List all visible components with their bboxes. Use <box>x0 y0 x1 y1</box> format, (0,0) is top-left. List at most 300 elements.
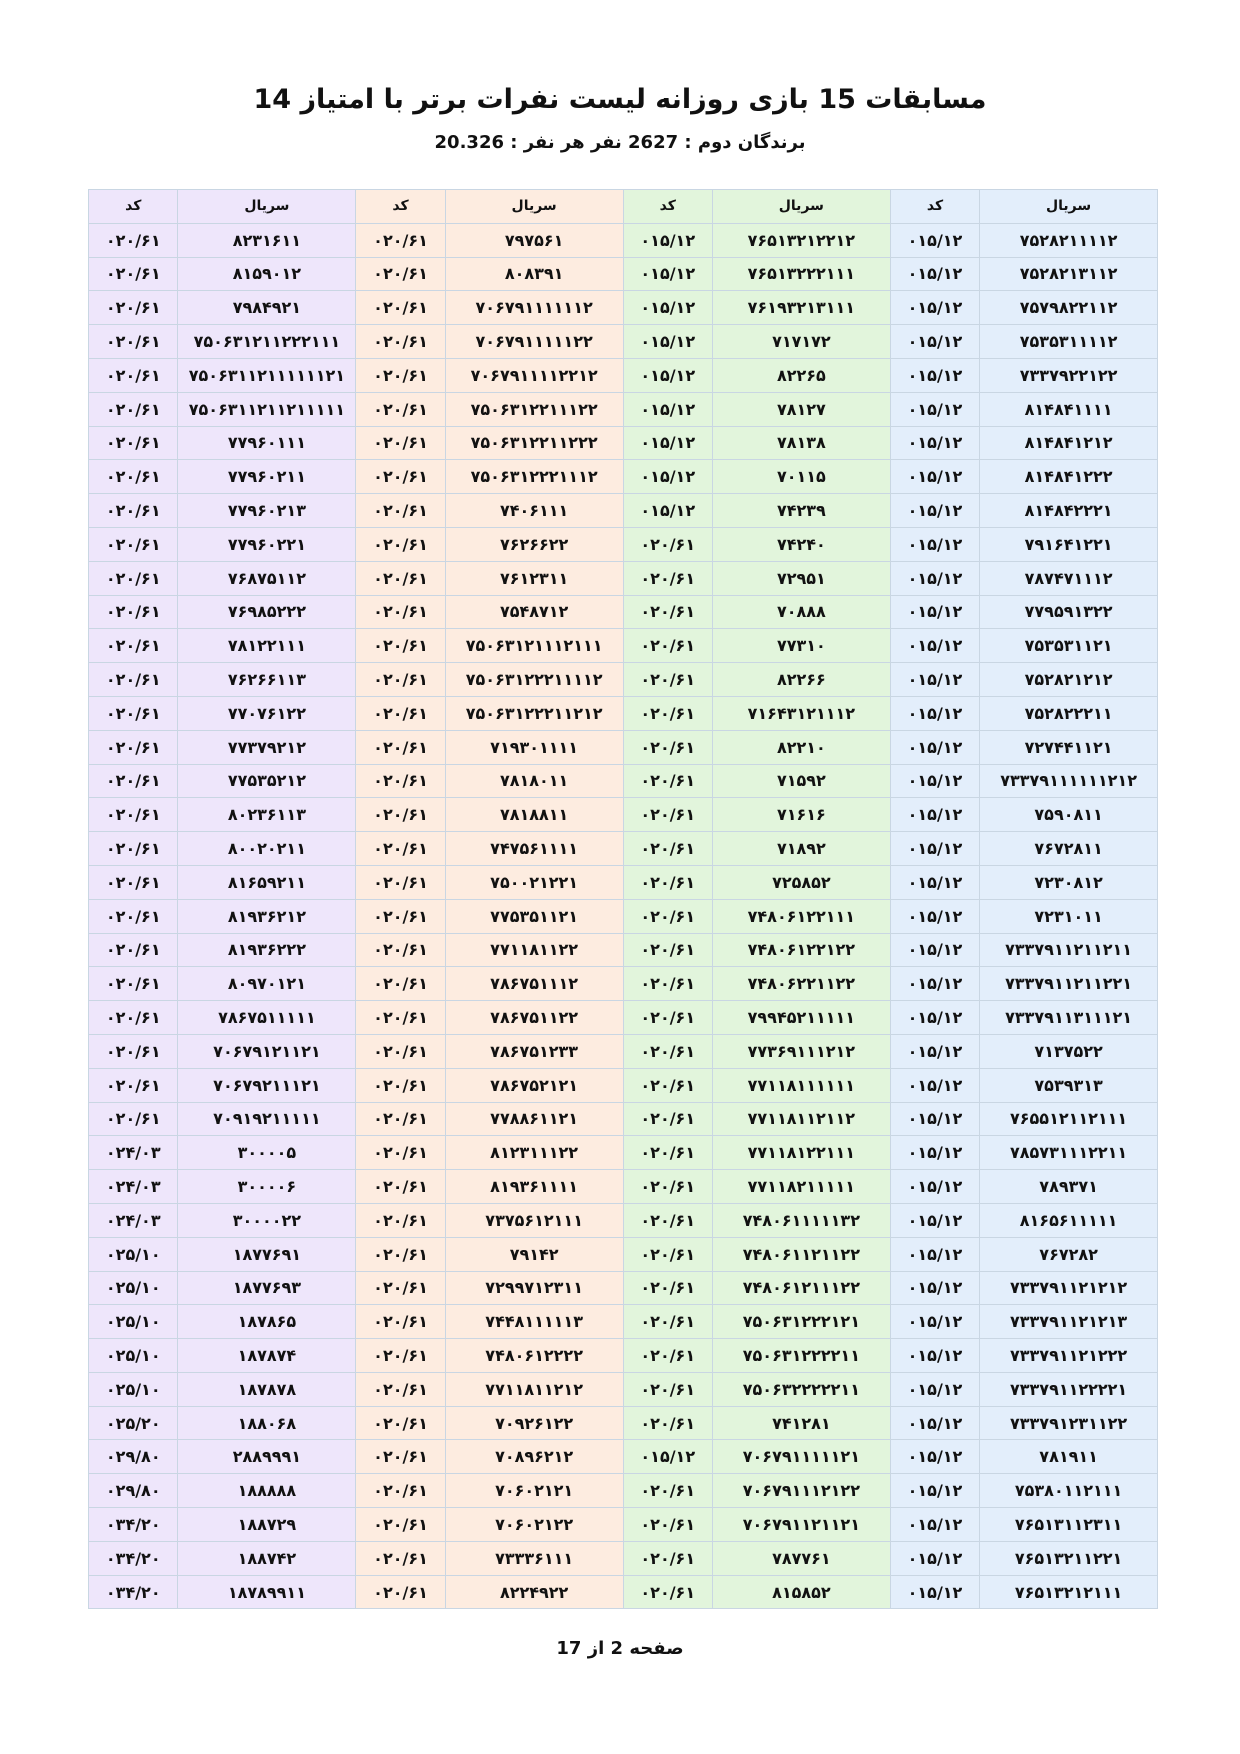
cell-serial: ۳۰۰۰۰۲۲ <box>178 1203 356 1237</box>
cell-code: ۰۱۵/۱۲ <box>890 629 979 663</box>
table-row <box>89 1305 1158 1339</box>
cell-serial: ۷۰۶۷۹۱۱۱۱۱۲۲ <box>445 325 623 359</box>
cell-serial: ۷۵۰۶۳۱۱۲۱۱۲۱۱۱۱۱ <box>178 392 356 426</box>
cell-code: ۰۲۰/۶۱ <box>623 1068 712 1102</box>
cell-serial: ۷۸۱۲۷ <box>712 392 890 426</box>
table-row <box>89 595 1158 629</box>
results-table-header <box>89 190 1158 224</box>
cell-serial: ۸۱۴۸۴۲۲۲۱ <box>980 494 1158 528</box>
cell-code: ۰۲۰/۶۱ <box>89 832 178 866</box>
cell-serial: ۷۵۰۶۳۲۲۲۲۲۱۱ <box>712 1372 890 1406</box>
cell-code: ۰۲۰/۶۱ <box>89 696 178 730</box>
cell-code: ۰۲۰/۶۱ <box>89 663 178 697</box>
cell-serial: ۷۵۲۸۲۱۱۱۱۲ <box>980 223 1158 257</box>
cell-serial: ۷۳۷۵۶۱۲۱۱۱ <box>445 1203 623 1237</box>
cell-serial: ۷۷۱۱۸۱۲۲۱۱۱ <box>712 1136 890 1170</box>
cell-serial: ۷۵۲۸۲۱۳۱۱۲ <box>980 257 1158 291</box>
cell-serial: ۷۴۸۰۶۲۲۱۱۲۲ <box>712 967 890 1001</box>
cell-code: ۰۲۰/۶۱ <box>623 696 712 730</box>
cell-code: ۰۲۰/۶۱ <box>356 460 445 494</box>
cell-code: ۰۱۵/۱۲ <box>890 1339 979 1373</box>
cell-serial: ۷۹۸۴۹۲۱ <box>178 291 356 325</box>
table-row <box>89 426 1158 460</box>
cell-code: ۰۲۰/۶۱ <box>356 1508 445 1542</box>
table-row <box>89 798 1158 832</box>
cell-code: ۰۲۰/۶۱ <box>356 1068 445 1102</box>
cell-serial: ۷۵۰۶۳۱۲۲۲۱۱۱۲ <box>445 460 623 494</box>
page-subtitle: برندگان دوم : 2627 نفر هر نفر : 20.326 <box>434 132 806 153</box>
table-row <box>89 223 1158 257</box>
header-code-1: کد <box>890 190 979 224</box>
cell-code: ۰۲۰/۶۱ <box>89 257 178 291</box>
cell-serial: ۷۰۸۸۸ <box>712 595 890 629</box>
cell-code: ۰۱۵/۱۲ <box>890 1305 979 1339</box>
cell-code: ۰۱۵/۱۲ <box>890 392 979 426</box>
cell-code: ۰۲۰/۶۱ <box>623 1575 712 1609</box>
header-code-3: کد <box>356 190 445 224</box>
cell-code: ۰۱۵/۱۲ <box>890 1271 979 1305</box>
cell-serial: ۷۰۶۷۹۱۱۱۱۱۲۱ <box>712 1440 890 1474</box>
cell-serial: ۸۲۲۶۶ <box>712 663 890 697</box>
table-row <box>89 1541 1158 1575</box>
cell-serial: ۷۷۹۶۰۱۱۱ <box>178 426 356 460</box>
cell-code: ۰۱۵/۱۲ <box>890 865 979 899</box>
header-code-4: کد <box>89 190 178 224</box>
cell-code: ۰۲۰/۶۱ <box>89 629 178 663</box>
cell-serial: ۱۸۸۸۸۸ <box>178 1474 356 1508</box>
cell-serial: ۷۵۹۰۸۱۱ <box>980 798 1158 832</box>
cell-serial: ۷۱۶۱۶ <box>712 798 890 832</box>
cell-serial: ۱۸۷۷۶۹۱ <box>178 1237 356 1271</box>
cell-code: ۰۲۰/۶۱ <box>89 967 178 1001</box>
cell-code: ۰۲۰/۶۱ <box>623 764 712 798</box>
results-table <box>88 189 1158 1609</box>
cell-serial: ۷۰۹۲۶۱۲۲ <box>445 1406 623 1440</box>
cell-code: ۰۲۰/۶۱ <box>356 1170 445 1204</box>
cell-serial: ۷۶۷۲۸۲ <box>980 1237 1158 1271</box>
cell-serial: ۷۳۳۷۹۱۱۳۱۱۱۲۱ <box>980 1001 1158 1035</box>
cell-serial: ۷۹۹۴۵۲۱۱۱۱۱ <box>712 1001 890 1035</box>
cell-serial: ۷۷۸۸۶۱۱۲۱ <box>445 1102 623 1136</box>
cell-serial: ۷۵۰۶۳۱۲۲۱۱۱۲۲ <box>445 392 623 426</box>
table-row <box>89 730 1158 764</box>
cell-code: ۰۲۰/۶۱ <box>623 1102 712 1136</box>
cell-serial: ۷۵۳۹۳۱۳ <box>980 1068 1158 1102</box>
cell-code: ۰۲۰/۶۱ <box>356 426 445 460</box>
cell-code: ۰۲۰/۶۱ <box>623 1305 712 1339</box>
cell-serial: ۷۶۵۱۳۲۱۲۲۱۲ <box>712 223 890 257</box>
cell-serial: ۷۵۰۶۳۱۲۲۲۱۲۱ <box>712 1305 890 1339</box>
cell-code: ۰۱۵/۱۲ <box>890 1136 979 1170</box>
cell-code: ۰۲۰/۶۱ <box>89 358 178 392</box>
cell-code: ۰۲۰/۶۱ <box>89 730 178 764</box>
table-row <box>89 1170 1158 1204</box>
cell-code: ۰۲۰/۶۱ <box>623 663 712 697</box>
cell-serial: ۷۷۱۱۸۱۱۲۲ <box>445 933 623 967</box>
cell-code: ۰۱۵/۱۲ <box>890 1575 979 1609</box>
cell-code: ۰۲۰/۶۱ <box>89 325 178 359</box>
header-serial-4: سریال <box>178 190 356 224</box>
cell-code: ۰۱۵/۱۲ <box>623 358 712 392</box>
cell-code: ۰۲۵/۲۰ <box>89 1406 178 1440</box>
cell-code: ۰۲۹/۸۰ <box>89 1474 178 1508</box>
cell-code: ۰۲۵/۱۰ <box>89 1339 178 1373</box>
cell-serial: ۷۷۵۳۵۱۱۲۱ <box>445 899 623 933</box>
table-row <box>89 460 1158 494</box>
cell-serial: ۷۲۳۰۸۱۲ <box>980 865 1158 899</box>
cell-code: ۰۲۰/۶۱ <box>356 325 445 359</box>
cell-code: ۰۱۵/۱۲ <box>890 1102 979 1136</box>
cell-code: ۰۲۰/۶۱ <box>356 696 445 730</box>
cell-code: ۰۲۰/۶۱ <box>623 798 712 832</box>
table-row <box>89 899 1158 933</box>
cell-serial: ۷۸۱۸۰۱۱ <box>445 764 623 798</box>
table-row <box>89 291 1158 325</box>
cell-code: ۰۲۰/۶۱ <box>89 527 178 561</box>
cell-serial: ۷۱۹۳۰۱۱۱۱ <box>445 730 623 764</box>
cell-serial: ۱۸۸۰۶۸ <box>178 1406 356 1440</box>
cell-serial: ۷۰۶۷۹۱۱۲۱۱۲۱ <box>712 1508 890 1542</box>
cell-serial: ۷۶۵۱۳۱۱۲۳۱۱ <box>980 1508 1158 1542</box>
cell-serial: ۷۸۱۳۸ <box>712 426 890 460</box>
cell-serial: ۸۱۹۳۶۲۱۲ <box>178 899 356 933</box>
cell-serial: ۸۱۴۸۴۱۲۱۲ <box>980 426 1158 460</box>
cell-code: ۰۲۰/۶۱ <box>356 730 445 764</box>
cell-code: ۰۱۵/۱۲ <box>890 358 979 392</box>
cell-code: ۰۲۰/۶۱ <box>356 967 445 1001</box>
cell-serial: ۷۴۴۸۱۱۱۱۱۳ <box>445 1305 623 1339</box>
cell-serial: ۷۱۶۴۳۱۲۱۱۱۲ <box>712 696 890 730</box>
cell-code: ۰۱۵/۱۲ <box>890 832 979 866</box>
cell-code: ۰۲۴/۰۳ <box>89 1203 178 1237</box>
table-row <box>89 1508 1158 1542</box>
cell-code: ۰۲۵/۱۰ <box>89 1305 178 1339</box>
cell-serial: ۸۰۰۲۰۲۱۱ <box>178 832 356 866</box>
cell-serial: ۸۱۵۸۵۲ <box>712 1575 890 1609</box>
cell-code: ۰۲۰/۶۱ <box>89 865 178 899</box>
cell-serial: ۷۵۲۸۲۱۲۱۲ <box>980 663 1158 697</box>
cell-serial: ۷۴۲۳۹ <box>712 494 890 528</box>
cell-code: ۰۱۵/۱۲ <box>890 494 979 528</box>
cell-serial: ۸۱۹۳۶۱۱۱۱ <box>445 1170 623 1204</box>
cell-serial: ۱۸۸۷۴۲ <box>178 1541 356 1575</box>
cell-code: ۰۱۵/۱۲ <box>890 899 979 933</box>
cell-code: ۰۱۵/۱۲ <box>623 223 712 257</box>
cell-code: ۰۲۰/۶۱ <box>356 291 445 325</box>
cell-code: ۰۲۰/۶۱ <box>89 798 178 832</box>
cell-code: ۰۲۰/۶۱ <box>356 1575 445 1609</box>
cell-code: ۰۱۵/۱۲ <box>890 967 979 1001</box>
cell-serial: ۷۸۶۷۵۲۱۲۱ <box>445 1068 623 1102</box>
cell-code: ۰۲۰/۶۱ <box>356 595 445 629</box>
cell-code: ۰۲۰/۶۱ <box>356 1034 445 1068</box>
table-row <box>89 663 1158 697</box>
cell-code: ۰۱۵/۱۲ <box>890 730 979 764</box>
cell-code: ۰۲۰/۶۱ <box>356 933 445 967</box>
cell-serial: ۷۸۷۷۶۱ <box>712 1541 890 1575</box>
table-row <box>89 392 1158 426</box>
cell-serial: ۲۸۸۹۹۹۱ <box>178 1440 356 1474</box>
table-row <box>89 1136 1158 1170</box>
cell-serial: ۷۰۶۷۹۱۲۱۱۲۱ <box>178 1034 356 1068</box>
cell-code: ۰۲۰/۶۱ <box>623 561 712 595</box>
cell-serial: ۷۸۱۲۲۱۱۱ <box>178 629 356 663</box>
cell-code: ۰۲۰/۶۱ <box>89 426 178 460</box>
table-row <box>89 1034 1158 1068</box>
table-row <box>89 696 1158 730</box>
cell-serial: ۷۸۱۸۸۱۱ <box>445 798 623 832</box>
table-row <box>89 1068 1158 1102</box>
cell-serial: ۷۷۹۶۰۲۱۳ <box>178 494 356 528</box>
cell-code: ۰۱۵/۱۲ <box>890 1001 979 1035</box>
table-row <box>89 967 1158 1001</box>
page-number: صفحه 2 از 17 <box>556 1638 684 1659</box>
cell-code: ۰۳۴/۲۰ <box>89 1508 178 1542</box>
cell-serial: ۷۰۹۱۹۲۱۱۱۱۱ <box>178 1102 356 1136</box>
cell-code: ۰۲۰/۶۱ <box>356 1372 445 1406</box>
cell-serial: ۷۳۳۷۹۱۱۲۱۲۲۲ <box>980 1339 1158 1373</box>
cell-serial: ۷۳۳۷۹۱۱۲۲۲۲۱ <box>980 1372 1158 1406</box>
cell-code: ۰۲۵/۱۰ <box>89 1271 178 1305</box>
header-serial-1: سریال <box>980 190 1158 224</box>
cell-serial: ۷۶۵۱۳۲۲۲۱۱۱ <box>712 257 890 291</box>
cell-code: ۰۲۰/۶۱ <box>356 392 445 426</box>
cell-code: ۰۲۰/۶۱ <box>356 223 445 257</box>
cell-code: ۰۱۵/۱۲ <box>890 291 979 325</box>
cell-serial: ۷۳۳۷۹۱۲۳۱۱۲۲ <box>980 1406 1158 1440</box>
cell-code: ۰۲۰/۶۱ <box>623 1136 712 1170</box>
cell-serial: ۸۱۶۵۹۲۱۱ <box>178 865 356 899</box>
cell-serial: ۷۴۱۲۸۱ <box>712 1406 890 1440</box>
cell-serial: ۸۱۶۵۶۱۱۱۱۱ <box>980 1203 1158 1237</box>
cell-serial: ۸۱۴۸۴۱۲۲۲ <box>980 460 1158 494</box>
cell-serial: ۱۸۷۸۹۹۱۱ <box>178 1575 356 1609</box>
cell-serial: ۷۵۷۹۸۲۲۱۱۲ <box>980 291 1158 325</box>
cell-code: ۰۲۰/۶۱ <box>623 595 712 629</box>
cell-serial: ۷۰۸۹۶۲۱۲ <box>445 1440 623 1474</box>
cell-serial: ۷۰۶۷۹۲۱۱۱۲۱ <box>178 1068 356 1102</box>
header-serial-2: سریال <box>712 190 890 224</box>
cell-code: ۰۱۵/۱۲ <box>890 1170 979 1204</box>
cell-code: ۰۲۰/۶۱ <box>356 1305 445 1339</box>
cell-code: ۰۲۴/۰۳ <box>89 1170 178 1204</box>
cell-code: ۰۱۵/۱۲ <box>623 494 712 528</box>
cell-serial: ۷۶۵۱۳۲۱۱۲۲۱ <box>980 1541 1158 1575</box>
cell-code: ۰۲۰/۶۱ <box>356 527 445 561</box>
table-row <box>89 561 1158 595</box>
cell-serial: ۷۴۷۵۶۱۱۱۱ <box>445 832 623 866</box>
cell-serial: ۷۸۶۷۵۱۱۱۱۱ <box>178 1001 356 1035</box>
table-row <box>89 1102 1158 1136</box>
cell-code: ۰۲۰/۶۱ <box>623 1406 712 1440</box>
cell-serial: ۷۰۶۰۲۱۲۱ <box>445 1474 623 1508</box>
cell-serial: ۷۰۶۷۹۱۱۱۲۱۲۲ <box>712 1474 890 1508</box>
cell-code: ۰۲۰/۶۱ <box>623 1001 712 1035</box>
cell-serial: ۱۸۷۸۶۵ <box>178 1305 356 1339</box>
cell-code: ۰۱۵/۱۲ <box>890 223 979 257</box>
cell-serial: ۷۲۷۴۴۱۱۲۱ <box>980 730 1158 764</box>
cell-serial: ۷۰۶۷۹۱۱۱۱۲۲۱۲ <box>445 358 623 392</box>
cell-code: ۰۲۵/۱۰ <box>89 1372 178 1406</box>
cell-serial: ۳۰۰۰۰۶ <box>178 1170 356 1204</box>
cell-serial: ۷۷۱۱۸۱۱۱۱۱۱ <box>712 1068 890 1102</box>
cell-serial: ۷۶۲۶۶۱۱۳ <box>178 663 356 697</box>
cell-serial: ۷۷۱۱۸۲۱۱۱۱۱ <box>712 1170 890 1204</box>
cell-serial: ۷۵۲۸۲۲۲۱۱ <box>980 696 1158 730</box>
header-row <box>89 190 1158 224</box>
cell-serial: ۷۷۳۱۰ <box>712 629 890 663</box>
table-row <box>89 1575 1158 1609</box>
cell-code: ۰۱۵/۱۲ <box>623 257 712 291</box>
cell-serial: ۷۳۳۷۹۱۱۲۱۱۲۱۱ <box>980 933 1158 967</box>
cell-code: ۰۲۰/۶۱ <box>356 358 445 392</box>
cell-code: ۰۲۰/۶۱ <box>356 1339 445 1373</box>
cell-code: ۰۲۰/۶۱ <box>623 933 712 967</box>
cell-code: ۰۲۰/۶۱ <box>356 832 445 866</box>
cell-code: ۰۱۵/۱۲ <box>890 933 979 967</box>
cell-code: ۰۲۹/۸۰ <box>89 1440 178 1474</box>
cell-code: ۰۲۰/۶۱ <box>356 1102 445 1136</box>
cell-serial: ۷۳۳۳۶۱۱۱ <box>445 1541 623 1575</box>
cell-code: ۰۱۵/۱۲ <box>623 291 712 325</box>
cell-serial: ۷۴۸۰۶۱۲۲۱۱۱ <box>712 899 890 933</box>
cell-code: ۰۱۵/۱۲ <box>890 426 979 460</box>
cell-code: ۰۲۰/۶۱ <box>356 1541 445 1575</box>
table-row <box>89 1372 1158 1406</box>
cell-serial: ۷۵۳۸۰۱۱۲۱۱۱ <box>980 1474 1158 1508</box>
cell-serial: ۸۰۹۷۰۱۲۱ <box>178 967 356 1001</box>
cell-code: ۰۱۵/۱۲ <box>890 460 979 494</box>
cell-serial: ۸۱۵۹۰۱۲ <box>178 257 356 291</box>
cell-serial: ۷۴۸۰۶۱۱۲۱۱۲۲ <box>712 1237 890 1271</box>
cell-serial: ۷۴۰۶۱۱۱ <box>445 494 623 528</box>
cell-serial: ۷۰۶۷۹۱۱۱۱۱۱۲ <box>445 291 623 325</box>
cell-code: ۰۲۰/۶۱ <box>89 595 178 629</box>
cell-serial: ۸۲۲۶۵ <box>712 358 890 392</box>
cell-serial: ۷۶۵۵۱۲۱۱۲۱۱۱ <box>980 1102 1158 1136</box>
cell-serial: ۷۹۱۴۲ <box>445 1237 623 1271</box>
cell-serial: ۷۷۹۵۹۱۳۲۲ <box>980 595 1158 629</box>
cell-serial: ۸۲۲۴۹۲۲ <box>445 1575 623 1609</box>
cell-code: ۰۲۰/۶۱ <box>623 629 712 663</box>
cell-serial: ۷۵۳۵۳۱۱۲۱ <box>980 629 1158 663</box>
cell-code: ۰۲۴/۰۳ <box>89 1136 178 1170</box>
cell-serial: ۷۸۵۷۳۱۱۱۲۲۱۱ <box>980 1136 1158 1170</box>
table-row <box>89 1339 1158 1373</box>
cell-code: ۰۱۵/۱۲ <box>890 561 979 595</box>
cell-serial: ۷۷۱۱۸۱۱۲۱۲ <box>445 1372 623 1406</box>
cell-serial: ۷۶۸۷۵۱۱۲ <box>178 561 356 595</box>
cell-serial: ۸۲۲۱۰ <box>712 730 890 764</box>
cell-code: ۰۲۰/۶۱ <box>89 494 178 528</box>
cell-serial: ۷۶۱۹۳۲۱۳۱۱۱ <box>712 291 890 325</box>
cell-code: ۰۲۰/۶۱ <box>356 1271 445 1305</box>
cell-code: ۰۲۰/۶۱ <box>356 629 445 663</box>
cell-code: ۰۲۰/۶۱ <box>89 899 178 933</box>
table-row <box>89 358 1158 392</box>
header-code-2: کد <box>623 190 712 224</box>
cell-serial: ۸۱۲۳۱۱۱۲۲ <box>445 1136 623 1170</box>
cell-code: ۰۲۰/۶۱ <box>623 1474 712 1508</box>
cell-serial: ۷۶۷۲۸۱۱ <box>980 832 1158 866</box>
cell-serial: ۷۹۷۵۶۱ <box>445 223 623 257</box>
cell-serial: ۷۰۶۰۲۱۲۲ <box>445 1508 623 1542</box>
cell-code: ۰۲۰/۶۱ <box>89 223 178 257</box>
cell-serial: ۸۱۹۳۶۲۲۲ <box>178 933 356 967</box>
cell-code: ۰۲۰/۶۱ <box>89 291 178 325</box>
cell-serial: ۱۸۸۷۲۹ <box>178 1508 356 1542</box>
table-row <box>89 325 1158 359</box>
cell-serial: ۷۵۰۶۳۱۲۱۱۲۲۲۱۱۱ <box>178 325 356 359</box>
cell-serial: ۷۷۵۳۵۲۱۲ <box>178 764 356 798</box>
cell-code: ۰۲۰/۶۱ <box>356 1237 445 1271</box>
table-row <box>89 1001 1158 1035</box>
table-row <box>89 933 1158 967</box>
cell-serial: ۷۷۱۱۸۱۱۲۱۱۲ <box>712 1102 890 1136</box>
cell-serial: ۷۸۹۳۷۱ <box>980 1170 1158 1204</box>
cell-code: ۰۱۵/۱۲ <box>890 1237 979 1271</box>
cell-code: ۰۱۵/۱۲ <box>890 663 979 697</box>
cell-code: ۰۱۵/۱۲ <box>890 1034 979 1068</box>
cell-serial: ۷۳۳۷۹۲۲۱۲۲ <box>980 358 1158 392</box>
cell-serial: ۷۳۳۷۹۱۱۲۱۱۲۲۱ <box>980 967 1158 1001</box>
cell-serial: ۷۵۳۵۳۱۱۱۱۲ <box>980 325 1158 359</box>
table-row <box>89 764 1158 798</box>
cell-serial: ۷۵۰۰۲۱۲۲۱ <box>445 865 623 899</box>
cell-serial: ۷۰۱۱۵ <box>712 460 890 494</box>
cell-code: ۰۲۰/۶۱ <box>89 933 178 967</box>
cell-serial: ۸۲۳۱۶۱۱ <box>178 223 356 257</box>
cell-code: ۰۲۰/۶۱ <box>356 1001 445 1035</box>
cell-code: ۰۲۰/۶۱ <box>356 257 445 291</box>
table-row <box>89 629 1158 663</box>
cell-code: ۰۱۵/۱۲ <box>623 426 712 460</box>
cell-code: ۰۲۰/۶۱ <box>623 1541 712 1575</box>
cell-serial: ۷۵۰۶۳۱۲۲۲۱۱۲۱۲ <box>445 696 623 730</box>
cell-code: ۰۱۵/۱۲ <box>623 392 712 426</box>
table-row <box>89 865 1158 899</box>
cell-serial: ۷۴۲۴۰ <box>712 527 890 561</box>
cell-serial: ۱۸۷۷۶۹۳ <box>178 1271 356 1305</box>
results-table-body <box>89 223 1158 1609</box>
cell-code: ۰۲۰/۶۱ <box>356 1203 445 1237</box>
cell-code: ۰۲۰/۶۱ <box>356 1406 445 1440</box>
cell-code: ۰۲۰/۶۱ <box>623 967 712 1001</box>
cell-serial: ۷۶۲۶۶۲۲ <box>445 527 623 561</box>
cell-code: ۰۲۰/۶۱ <box>89 1102 178 1136</box>
cell-code: ۰۲۰/۶۱ <box>623 1271 712 1305</box>
cell-code: ۰۲۰/۶۱ <box>89 764 178 798</box>
cell-code: ۰۱۵/۱۲ <box>623 460 712 494</box>
cell-serial: ۷۱۸۹۲ <box>712 832 890 866</box>
cell-code: ۰۱۵/۱۲ <box>890 798 979 832</box>
cell-code: ۰۲۰/۶۱ <box>623 1034 712 1068</box>
cell-serial: ۷۷۳۶۹۱۱۱۲۱۲ <box>712 1034 890 1068</box>
cell-serial: ۷۴۸۰۶۱۲۲۲۲ <box>445 1339 623 1373</box>
cell-serial: ۳۰۰۰۰۵ <box>178 1136 356 1170</box>
cell-serial: ۷۳۳۷۹۱۱۲۱۲۱۳ <box>980 1305 1158 1339</box>
cell-code: ۰۲۰/۶۱ <box>356 764 445 798</box>
cell-serial: ۷۱۷۱۷۲ <box>712 325 890 359</box>
cell-code: ۰۲۰/۶۱ <box>623 1508 712 1542</box>
cell-code: ۰۲۰/۶۱ <box>623 865 712 899</box>
cell-code: ۰۲۰/۶۱ <box>356 1440 445 1474</box>
cell-code: ۰۲۵/۱۰ <box>89 1237 178 1271</box>
cell-serial: ۷۸۶۷۵۱۱۱۲ <box>445 967 623 1001</box>
cell-code: ۰۲۰/۶۱ <box>356 1474 445 1508</box>
cell-code: ۰۲۰/۶۱ <box>89 1068 178 1102</box>
cell-serial: ۷۲۹۵۱ <box>712 561 890 595</box>
